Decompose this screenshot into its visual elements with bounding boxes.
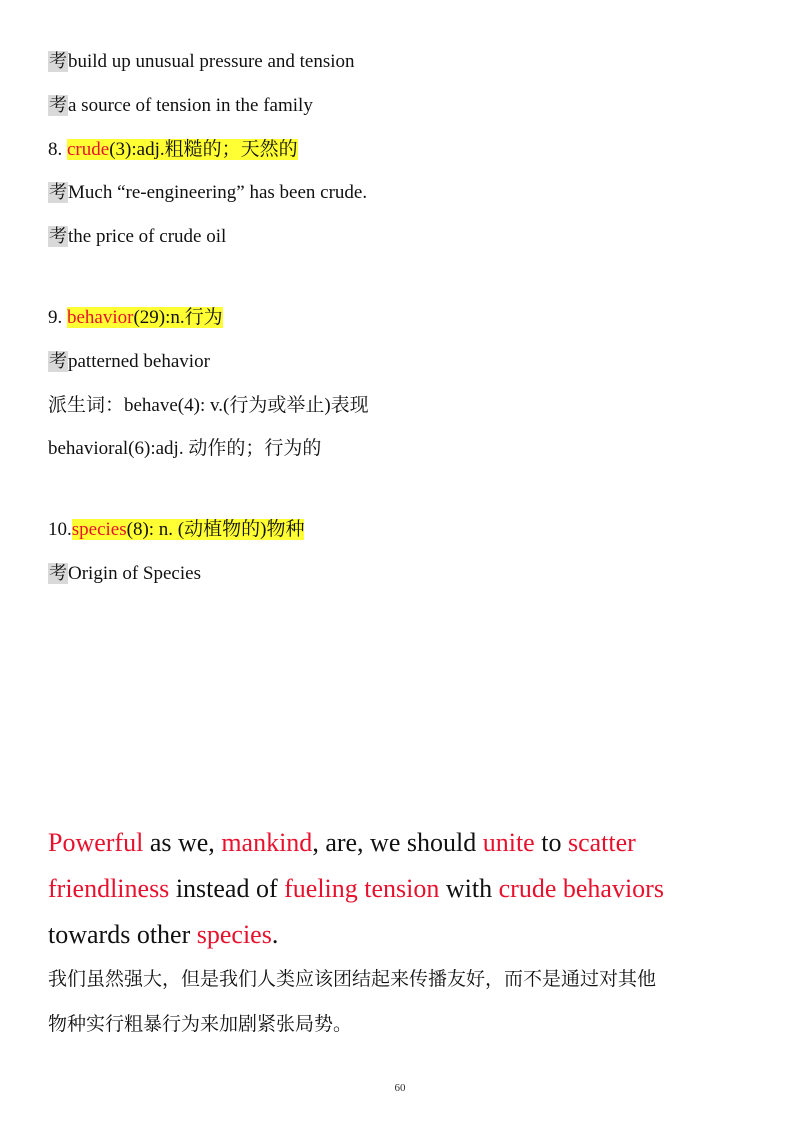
kao-mark: 考 — [49, 351, 67, 372]
example-text: build up unusual pressure and tension — [68, 51, 355, 72]
summary-sentence-line-2 — [48, 872, 664, 906]
keyword: Powerful — [48, 828, 144, 857]
definition: (3):adj.粗糙的；天然的 — [109, 139, 298, 160]
summary-text: to — [534, 828, 568, 857]
example-text: the price of crude oil — [68, 226, 227, 247]
example-text: patterned behavior — [68, 351, 210, 372]
definition: (8): n. (动植物的)物种 — [126, 519, 305, 540]
keyword: species — [196, 920, 272, 949]
summary-text: with — [439, 874, 499, 903]
example-line — [48, 561, 201, 587]
keyword: fueling tension — [284, 874, 440, 903]
example-text: a source of tension in the family — [68, 95, 313, 116]
page-number: 60 — [394, 1082, 406, 1094]
entry-heading-behavior — [48, 305, 223, 331]
definition: (29):n.行为 — [133, 307, 223, 328]
entry-number: 9. — [48, 307, 63, 328]
entry-number: 10. — [48, 519, 72, 540]
kao-mark: 考 — [49, 226, 67, 247]
example-text: Origin of Species — [68, 563, 201, 584]
keyword: unite — [482, 828, 535, 857]
example-line — [48, 224, 226, 250]
entry-definition-highlight — [67, 307, 223, 328]
headword: crude — [67, 139, 110, 160]
entry-number: 8. — [48, 139, 63, 160]
keyword: mankind — [221, 828, 313, 857]
summary-text: as we, — [143, 828, 222, 857]
kao-mark: 考 — [49, 563, 67, 584]
derived-word-line: 派生词：behave(4): v.(行为或举止)表现 — [48, 395, 369, 416]
keyword: friendliness — [48, 874, 170, 903]
summary-sentence-line-3 — [48, 918, 278, 952]
summary-translation-line-1: 我们虽然强大，但是我们人类应该团结起来传播友好，而不是通过对其他 — [48, 968, 657, 990]
summary-translation-line-2: 物种实行粗暴行为来加剧紧张局势。 — [48, 1013, 353, 1035]
headword: behavior — [67, 307, 134, 328]
keyword: crude behaviors — [498, 874, 664, 903]
derived-word-line: behavioral(6):adj. 动作的；行为的 — [48, 438, 322, 459]
kao-mark: 考 — [49, 182, 67, 203]
summary-text: towards other — [48, 920, 197, 949]
entry-heading-crude — [48, 137, 298, 163]
kao-mark: 考 — [49, 51, 67, 72]
summary-text: , are, we should — [312, 828, 483, 857]
example-line — [48, 49, 355, 75]
summary-text: . — [271, 920, 279, 949]
summary-sentence-line-1 — [48, 826, 636, 860]
summary-text: instead of — [169, 874, 285, 903]
entry-heading-species — [48, 517, 304, 543]
example-line — [48, 180, 367, 206]
example-text: Much “re-engineering” has been crude. — [68, 182, 368, 203]
example-line — [48, 93, 313, 119]
keyword: scatter — [567, 828, 636, 857]
kao-mark: 考 — [49, 95, 67, 116]
headword: species — [71, 519, 127, 540]
entry-definition-highlight — [67, 139, 298, 160]
example-line — [48, 349, 210, 375]
entry-definition-highlight — [72, 519, 305, 540]
